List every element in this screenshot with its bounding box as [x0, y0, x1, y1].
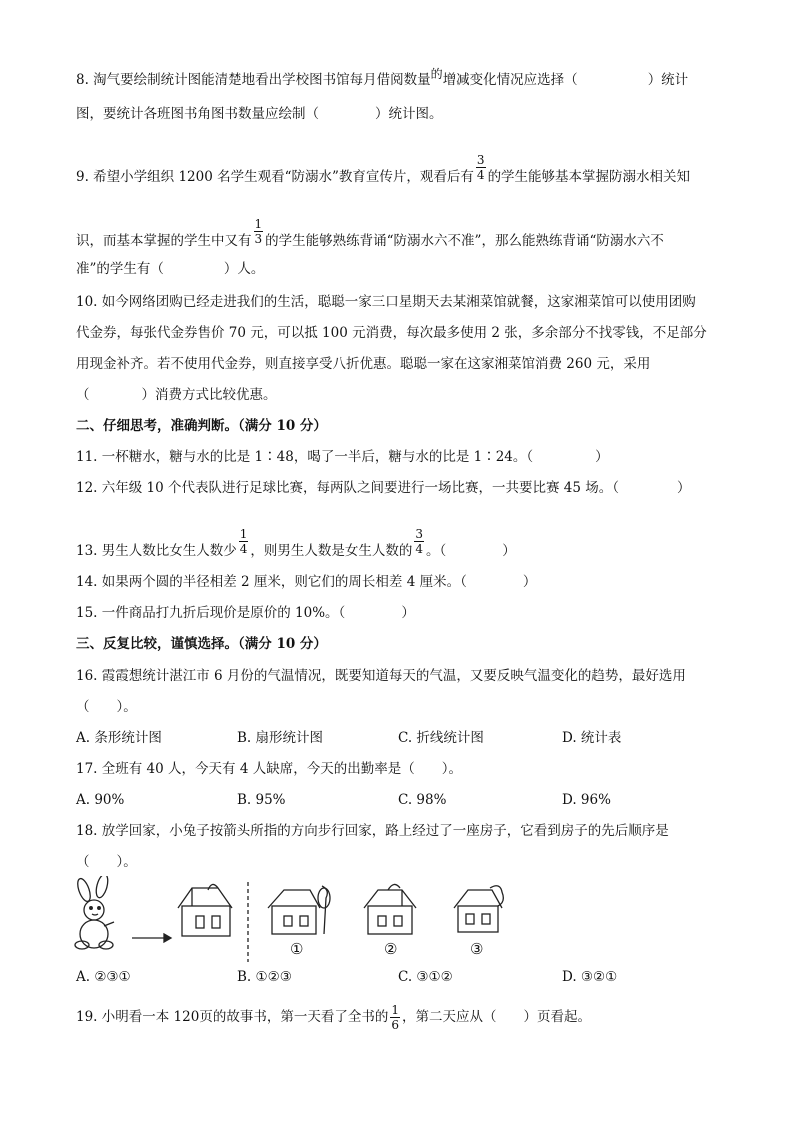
- house-option-3-icon: [454, 886, 503, 932]
- q17-line1: 17. 全班有 40 人，今天有 4 人缺席，今天的出勤率是（ ）。: [76, 761, 462, 777]
- q14-close: ）: [522, 574, 537, 590]
- q17-option-d: D. 96%: [562, 792, 611, 808]
- figure-label-3: ③: [470, 940, 484, 958]
- q8-line2: [76, 104, 443, 124]
- q12-line: [76, 478, 691, 498]
- q11-text: 11. 一杯糖水，糖与水的比是 1∶48，喝了一半后，糖与水的比是 1∶24。（: [76, 449, 534, 465]
- q9-text-2a: 识，而基本掌握的学生中又有: [76, 233, 252, 249]
- q9-line1: [76, 153, 691, 192]
- figure-label-1: ①: [290, 940, 304, 958]
- reference-house-icon: [178, 884, 232, 936]
- q18-line2: （ ）。: [76, 854, 137, 870]
- q9-text-3a: 准”的学生有（: [76, 261, 164, 277]
- q18-figure: [72, 876, 512, 966]
- q19-text-a: 19. 小明看一本 120页的故事书，第一天看了全书的: [76, 1009, 389, 1025]
- q11-line: [76, 447, 609, 467]
- q13-text-b: ，则男生人数是女生人数的: [250, 543, 413, 559]
- q15-line: [76, 603, 415, 623]
- q16-option-c: C. 折线统计图: [398, 730, 484, 746]
- q10-text-4a: （: [76, 387, 90, 403]
- q13-text-a: 13. 男生人数比女生人数少: [76, 543, 237, 559]
- q16-line2: （ ）。: [76, 699, 137, 715]
- q10-line1: 10. 如今网络团购已经走进我们的生活，聪聪一家三口星期天去某湘菜馆就餐，这家湘菜馆可以使用团购: [76, 294, 696, 310]
- q10-text-4b: ）消费方式比较优惠。: [141, 387, 277, 403]
- q10-line2: 代金券，每张代金券售价 70 元，可以抵 100 元消费，每次最多使用 2 张，多余部分不找零钱，不足部分: [76, 325, 707, 341]
- q9-line3: [76, 259, 264, 279]
- q18-option-b: B. ①②③: [237, 969, 292, 985]
- q19-fraction-1-6: $\frac{1}{6}$: [391, 1003, 399, 1032]
- q8-line1: [76, 67, 689, 90]
- q15-close: ）: [401, 605, 415, 621]
- q18-option-c: C. ③①②: [398, 969, 453, 985]
- q18-option-d: D. ③②①: [562, 969, 618, 985]
- q8-text-1c: ）统计: [647, 72, 689, 88]
- figure-label-2: ②: [384, 940, 398, 958]
- q16-line1: 16. 霞霞想统计湛江市 6 月份的气温情况，既要知道每天的气温，又要反映气温变化的趋势，最好选用: [76, 668, 686, 684]
- q14-line: [76, 572, 536, 592]
- q18-option-a: A. ②③①: [76, 969, 131, 985]
- q13-close: ）: [502, 543, 516, 559]
- q13-text-c: 。（: [426, 543, 447, 559]
- house-option-1-icon: [268, 886, 330, 934]
- q10-line3: 用现金补齐。若不使用代金券，则直接享受八折优惠。聪聪一家在这家湘菜馆消费 260 元，采用: [76, 356, 651, 372]
- house-option-2-icon: [364, 884, 416, 934]
- section-3-heading: 三、反复比较，谨慎选择。（满分 10 分）: [76, 636, 327, 652]
- q16-option-b: B. 扇形统计图: [237, 730, 324, 746]
- q8-text-2b: ）统计图。: [375, 106, 443, 122]
- q16-option-d: D. 统计表: [562, 730, 622, 746]
- q8-text-2a: 图，要统计各班图书角图书数量应绘制（: [76, 106, 319, 122]
- direction-arrow: [132, 934, 171, 942]
- q19-line: [76, 1003, 591, 1032]
- q17-option-c: C. 98%: [398, 792, 447, 808]
- q16-option-a: A. 条形统计图: [76, 730, 162, 746]
- q8-small-de: 的: [430, 67, 443, 81]
- q17-option-b: B. 95%: [237, 792, 286, 808]
- rabbit-icon: [75, 876, 114, 949]
- q13-fraction-1-4: $\frac{1}{4}$: [239, 527, 248, 556]
- q18-line1: 18. 放学回家，小兔子按箭头所指的方向步行回家，路上经过了一座房子，它看到房子的先后顺序是: [76, 823, 669, 839]
- q9-fraction-3-4: $\frac{3}{4}$: [476, 153, 485, 182]
- q19-text-b: ，第二天应从（ ）页看起。: [401, 1009, 591, 1025]
- q9-text-1b: 的学生能够基本掌握防溺水相关知: [487, 169, 691, 185]
- q9-fraction-1-3: $\frac{1}{3}$: [254, 217, 263, 246]
- q12-close: ）: [677, 480, 691, 496]
- q13-line: [76, 527, 516, 566]
- q12-text: 12. 六年级 10 个代表队进行足球比赛，每两队之间要进行一场比赛，一共要比赛 45 场。（: [76, 480, 620, 496]
- q9-text-3b: ）人。: [223, 261, 265, 277]
- q13-fraction-3-4: $\frac{3}{4}$: [415, 527, 424, 556]
- q10-line4: [76, 385, 277, 405]
- q8-text-1a: 8. 淘气要绘制统计图能清楚地看出学校图书馆每月借阅数量: [76, 72, 431, 88]
- q11-close: ）: [595, 449, 609, 465]
- q9-line2: [76, 217, 664, 256]
- q9-text-2b: 的学生能够熟练背诵“防溺水六不准”，那么能熟练背诵“防溺水六不: [265, 233, 664, 249]
- q15-text: 15. 一件商品打九折后现价是原价的 10%。（: [76, 605, 346, 621]
- section-2-heading: 二、仔细思考，准确判断。（满分 10 分）: [76, 418, 327, 434]
- q14-text: 14. 如果两个圆的半径相差 2 厘米，则它们的周长相差 4 厘米。（: [76, 574, 467, 590]
- q17-option-a: A. 90%: [76, 792, 125, 808]
- q8-text-1b: 增减变化情况应选择（: [442, 72, 578, 88]
- q9-text-1a: 9. 希望小学组织 1200 名学生观看“防溺水”教育宣传片，观看后有: [76, 169, 474, 185]
